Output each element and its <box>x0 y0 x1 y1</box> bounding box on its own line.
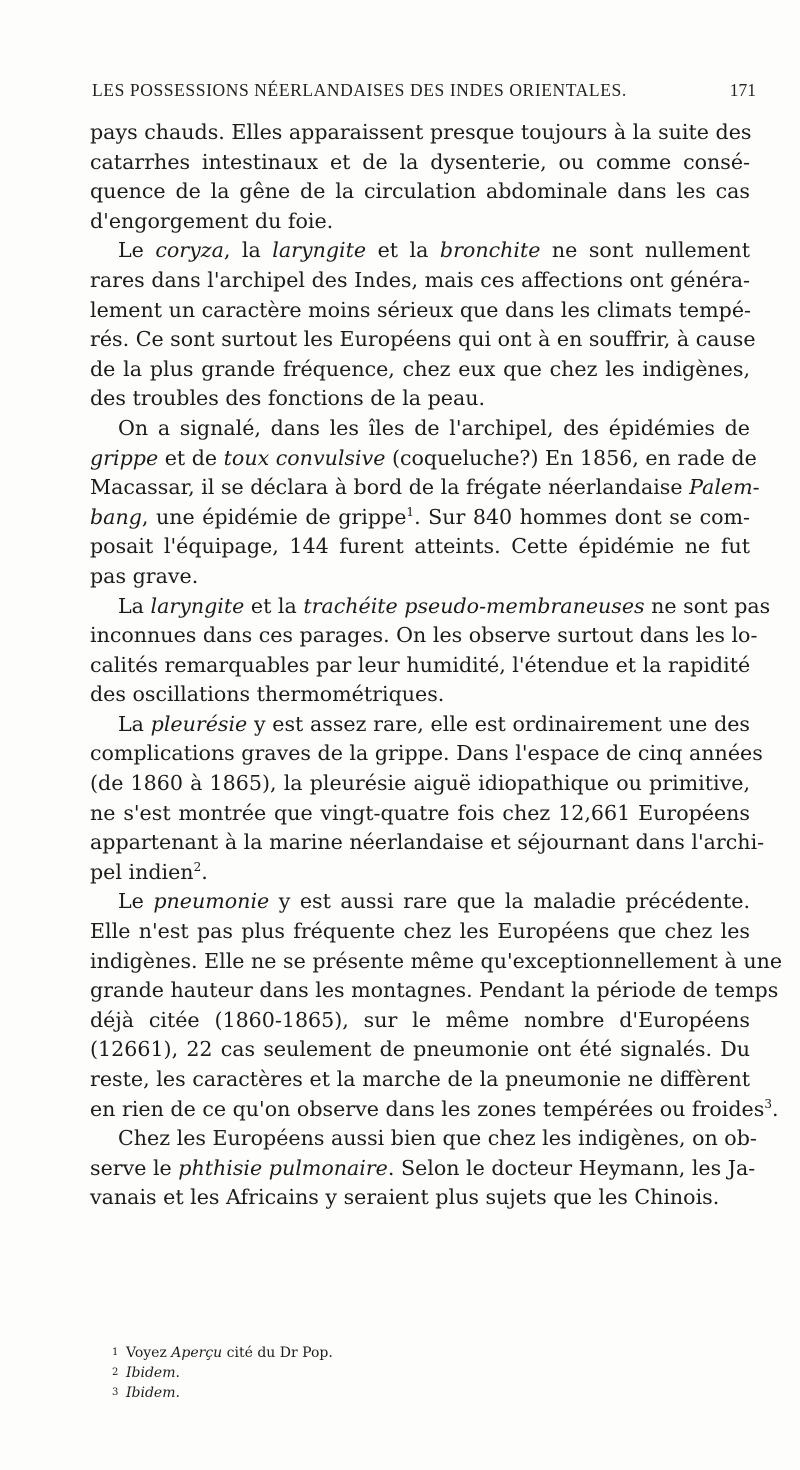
text-line: vanais et les Africains y seraient plus sujets que les Chinois. <box>90 1185 720 1210</box>
text-line: appartenant à la marine néerlandaise et séjournant dans l'archi- <box>90 830 765 855</box>
text-line: Chez les Européens aussi bien que chez les indigènes, on ob- <box>118 1126 757 1151</box>
text-line: posait l'équipage, 144 furent atteints. Cette épidémie ne fut <box>90 534 750 559</box>
footnote: 2 Ibidem. <box>112 1365 180 1381</box>
footnote-ref: 3 <box>764 1096 772 1111</box>
text-line: ne s'est montrée que vingt-quatre fois chez 12,661 Européens <box>90 800 750 825</box>
text-line: en rien de ce qu'on observe dans les zones tempérées ou froides$^3$. <box>90 1096 779 1121</box>
body-text <box>90 118 783 1213</box>
footnote-ref: 2 <box>193 859 202 874</box>
text-line: rés. Ce sont surtout les Européens qui ont à en souffrir, à cause <box>90 327 756 352</box>
text-line: pays chauds. Elles apparaissent presque toujours à la suite des <box>90 120 752 144</box>
text-line: Macassar, il se déclara à bord de la frégate néerlandaise Palem- <box>90 475 760 500</box>
footnote-mark: 2 <box>112 1367 119 1378</box>
text-line: pel indien$^2$. <box>90 859 208 884</box>
text-line: Le coryza, la laryngite et la bronchite ne sont nullement <box>118 238 750 263</box>
text-line: Elle n'est pas plus fréquente chez les Européens que chez les <box>90 919 750 944</box>
text-line: des troubles des fonctions de la peau. <box>90 386 486 411</box>
text-line: grippe et de toux convulsive (coqueluche?) En 1856, en rade de <box>90 445 757 470</box>
footnote-mark: 1 <box>112 1347 119 1358</box>
text-line: La laryngite et la trachéite pseudo-membraneuses ne sont pas <box>118 593 771 618</box>
running-title: LES POSSESSIONS NÉERLANDAISES DES INDES ORIENTALES. <box>92 80 627 100</box>
text-line: complications graves de la grippe. Dans l'espace de cinq années <box>90 741 763 766</box>
text-line: de la plus grande fréquence, chez eux que chez les indigènes, <box>90 356 750 381</box>
text-line: bang, une épidémie de grippe$^1$. Sur 840 hommes dont se com- <box>90 504 750 529</box>
text-line: rares dans l'archipel des Indes, mais ces affections ont généra- <box>90 267 750 292</box>
text-line: La pleurésie y est assez rare, elle est ordinairement une des <box>118 711 751 736</box>
text-line: reste, les caractères et la marche de la pneumonie ne diffèrent <box>90 1067 750 1091</box>
text-line: serve le phthisie pulmonaire. Selon le docteur Heymann, les Ja- <box>90 1155 756 1180</box>
text-line: inconnues dans ces parages. On les observe surtout dans les lo- <box>90 623 758 648</box>
text-line: déjà citée (1860-1865), sur le même nombre d'Européens <box>90 1007 750 1032</box>
footnote-ref: 1 <box>406 504 415 519</box>
page-number: 171 <box>729 80 756 100</box>
text-line: Le pneumonie y est aussi rare que la maladie précédente. <box>118 889 750 914</box>
page-header <box>92 80 756 106</box>
text-line: pas grave. <box>90 563 199 588</box>
text-line: (de 1860 à 1865), la pleurésie aiguë idiopathique ou primitive, <box>90 771 750 796</box>
text-line: d'engorgement du foie. <box>90 208 334 233</box>
footnote: 1 Voyez Aperçu cité du Dr Pop. <box>112 1345 333 1361</box>
text-line: lement un caractère moins sérieux que dans les climats tempé- <box>90 297 751 322</box>
text-line: catarrhes intestinaux et de la dysenterie, ou comme consé- <box>90 149 750 174</box>
text-line: indigènes. Elle ne se présente même qu'exceptionnellement à une <box>90 948 783 973</box>
text-line: grande hauteur dans les montagnes. Pendant la période de temps <box>90 978 779 1003</box>
text-line: (12661), 22 cas seulement de pneumonie ont été signalés. Du <box>90 1037 750 1062</box>
text-line: quence de la gêne de la circulation abdominale dans les cas <box>90 179 750 204</box>
footnote-mark: 3 <box>112 1387 119 1398</box>
footnote: 3 Ibidem. <box>112 1385 180 1401</box>
text-line: calités remarquables par leur humidité, l'étendue et la rapidité <box>90 652 751 677</box>
text-line: des oscillations thermométriques. <box>90 682 445 707</box>
text-line: On a signalé, dans les îles de l'archipel, des épidémies de <box>118 415 750 440</box>
footnotes <box>112 1343 512 1403</box>
